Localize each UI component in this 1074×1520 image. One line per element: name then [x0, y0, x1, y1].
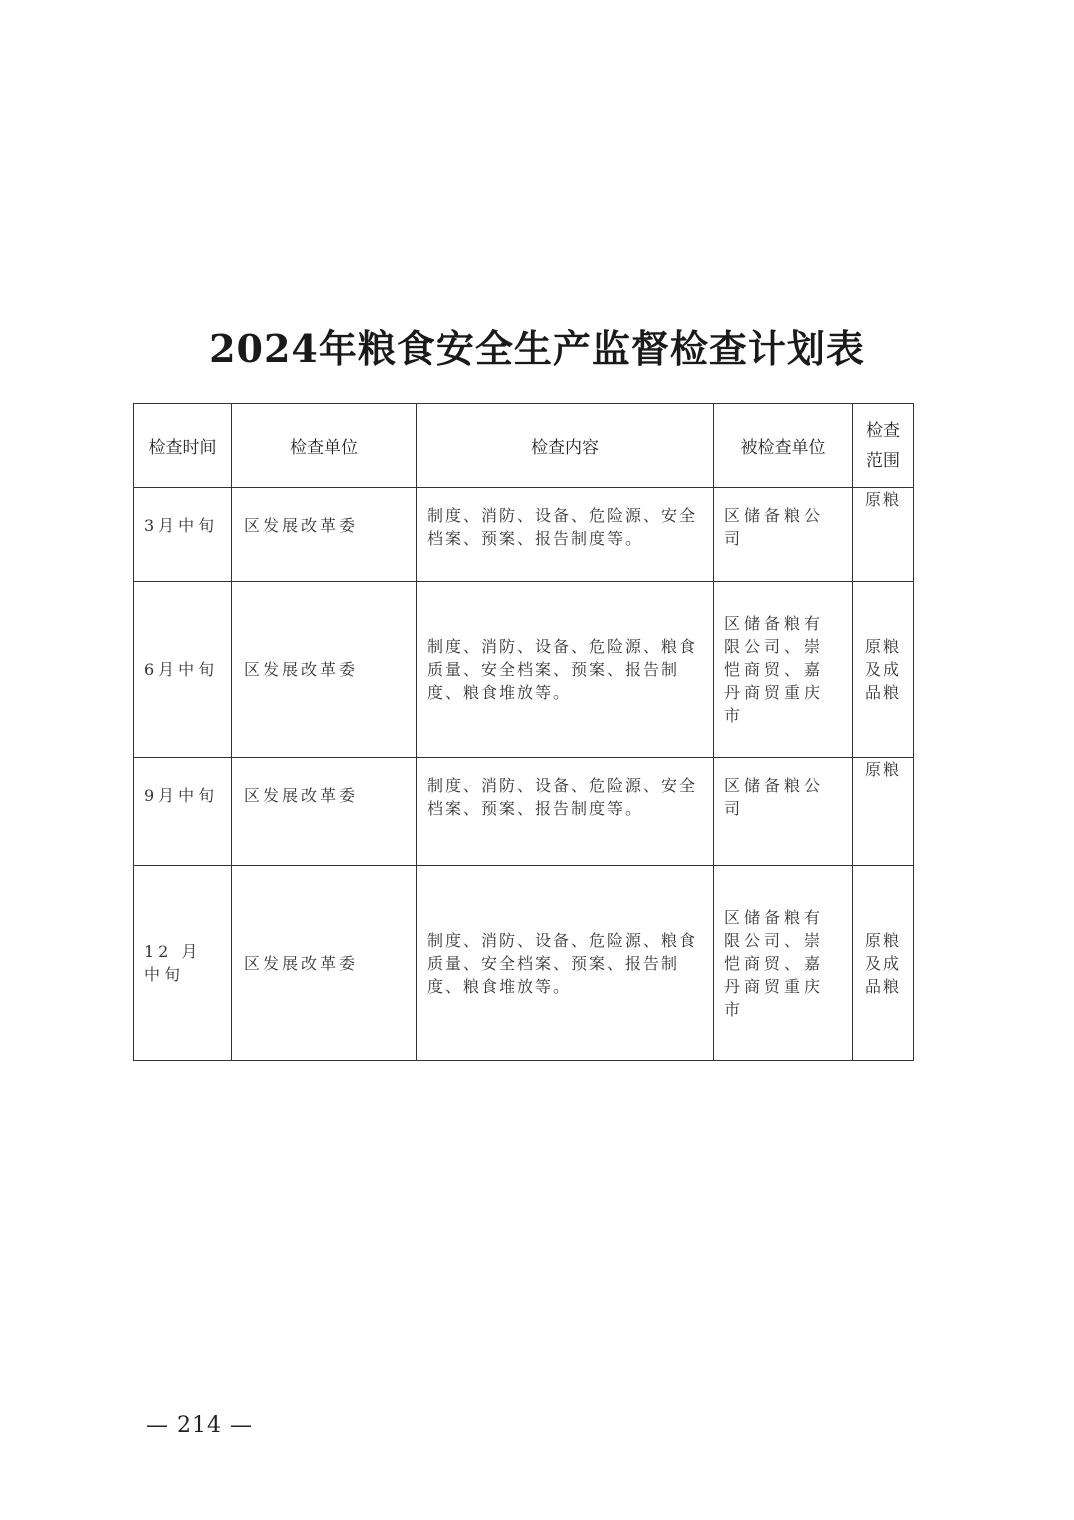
cell-scope: 原粮及成品粮	[853, 866, 914, 1061]
cell-target: 区储备粮有限公司、崇恺商贸、嘉丹商贸重庆市	[714, 582, 853, 758]
cell-scope: 原粮	[853, 758, 914, 866]
cell-scope: 原粮	[853, 488, 914, 582]
cell-time: 6月中旬	[134, 582, 232, 758]
header-scope-line1: 检查	[866, 420, 900, 441]
cell-target: 区储备粮公司	[714, 488, 853, 582]
cell-content: 制度、消防、设备、危险源、粮食质量、安全档案、预案、报告制度、粮食堆放等。	[417, 582, 714, 758]
cell-unit: 区发展改革委	[232, 488, 417, 582]
cell-target: 区储备粮有限公司、崇恺商贸、嘉丹商贸重庆市	[714, 866, 853, 1061]
cell-unit: 区发展改革委	[232, 582, 417, 758]
header-target: 被检查单位	[714, 404, 853, 488]
table-row	[134, 758, 914, 866]
cell-unit: 区发展改革委	[232, 758, 417, 866]
cell-unit: 区发展改革委	[232, 866, 417, 1061]
page-title: 2024年粮食安全生产监督检查计划表	[209, 326, 865, 371]
cell-target: 区储备粮公司	[714, 758, 853, 866]
cell-time: 3月中旬	[134, 488, 232, 582]
table-row	[134, 488, 914, 582]
cell-content: 制度、消防、设备、危险源、粮食质量、安全档案、预案、报告制度、粮食堆放等。	[417, 866, 714, 1061]
cell-content: 制度、消防、设备、危险源、安全档案、预案、报告制度等。	[417, 758, 714, 866]
table-row	[134, 866, 914, 1061]
inspection-plan-table	[133, 403, 914, 1061]
header-scope	[853, 404, 914, 488]
cell-scope: 原粮及成品粮	[853, 582, 914, 758]
cell-time: 9月中旬	[134, 758, 232, 866]
page-number: — 214 —	[146, 1413, 253, 1438]
header-content: 检查内容	[417, 404, 714, 488]
header-scope-line2: 范围	[866, 450, 900, 471]
header-unit: 检查单位	[232, 404, 417, 488]
cell-content: 制度、消防、设备、危险源、安全档案、预案、报告制度等。	[417, 488, 714, 582]
table-header-row	[134, 404, 914, 488]
header-time: 检查时间	[134, 404, 232, 488]
cell-time: 12 月 中旬	[134, 866, 232, 1061]
table-row	[134, 582, 914, 758]
